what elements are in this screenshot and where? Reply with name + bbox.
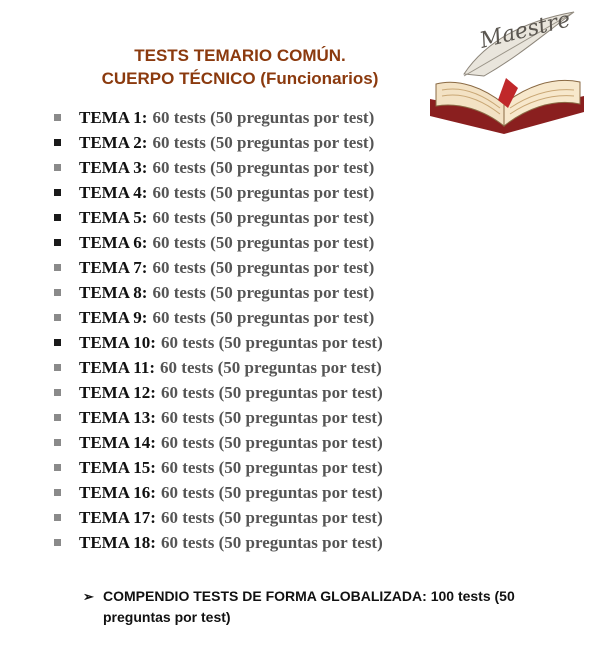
tema-label: TEMA 18: bbox=[79, 533, 156, 552]
tema-label: TEMA 4: bbox=[79, 183, 148, 202]
square-bullet-icon bbox=[54, 289, 61, 296]
tema-desc: 60 tests (50 preguntas por test) bbox=[152, 258, 375, 277]
tema-label: TEMA 11: bbox=[79, 358, 156, 377]
tema-desc: 60 tests (50 preguntas por test) bbox=[152, 183, 375, 202]
list-item bbox=[54, 480, 383, 505]
list-item bbox=[54, 155, 383, 180]
tema-desc: 60 tests (50 preguntas por test) bbox=[160, 433, 383, 452]
tema-label: TEMA 16: bbox=[79, 483, 156, 502]
list-item bbox=[54, 380, 383, 405]
document-header bbox=[60, 44, 420, 90]
square-bullet-icon bbox=[54, 114, 61, 121]
tema-label: TEMA 12: bbox=[79, 383, 156, 402]
square-bullet-icon bbox=[54, 464, 61, 471]
list-item bbox=[54, 455, 383, 480]
tema-label: TEMA 8: bbox=[79, 283, 148, 302]
square-bullet-icon bbox=[54, 164, 61, 171]
tema-label: TEMA 6: bbox=[79, 233, 148, 252]
header-title-line1: TESTS TEMARIO COMÚN. bbox=[134, 46, 346, 65]
list-item bbox=[54, 530, 383, 555]
compendio-text: COMPENDIO TESTS DE FORMA GLOBALIZADA: 100 tests (50 preguntas por test) bbox=[103, 588, 515, 625]
square-bullet-icon bbox=[54, 139, 61, 146]
tema-label: TEMA 1: bbox=[79, 108, 148, 127]
tema-desc: 60 tests (50 preguntas por test) bbox=[160, 508, 383, 527]
open-book-quill-icon bbox=[424, 4, 592, 154]
header-title-line2: CUERPO TÉCNICO (Funcionarios) bbox=[101, 69, 379, 88]
tema-label: TEMA 10: bbox=[79, 333, 156, 352]
list-item bbox=[54, 280, 383, 305]
tema-desc: 60 tests (50 preguntas por test) bbox=[160, 358, 382, 377]
list-item bbox=[54, 205, 383, 230]
tema-desc: 60 tests (50 preguntas por test) bbox=[160, 483, 383, 502]
tema-desc: 60 tests (50 preguntas por test) bbox=[160, 408, 383, 427]
square-bullet-icon bbox=[54, 189, 61, 196]
square-bullet-icon bbox=[54, 489, 61, 496]
square-bullet-icon bbox=[54, 439, 61, 446]
temas-list bbox=[54, 105, 383, 555]
tema-desc: 60 tests (50 preguntas por test) bbox=[152, 158, 375, 177]
square-bullet-icon bbox=[54, 389, 61, 396]
list-item bbox=[54, 255, 383, 280]
tema-desc: 60 tests (50 preguntas por test) bbox=[152, 233, 375, 252]
list-item bbox=[54, 355, 383, 380]
square-bullet-icon bbox=[54, 339, 61, 346]
square-bullet-icon bbox=[54, 414, 61, 421]
list-item bbox=[54, 230, 383, 255]
tema-desc: 60 tests (50 preguntas por test) bbox=[160, 383, 383, 402]
compendio-item bbox=[83, 586, 553, 628]
tema-label: TEMA 5: bbox=[79, 208, 148, 227]
list-item bbox=[54, 180, 383, 205]
list-item bbox=[54, 130, 383, 155]
square-bullet-icon bbox=[54, 314, 61, 321]
list-item bbox=[54, 430, 383, 455]
tema-desc: 60 tests (50 preguntas por test) bbox=[160, 533, 383, 552]
list-item bbox=[54, 305, 383, 330]
square-bullet-icon bbox=[54, 239, 61, 246]
tema-desc: 60 tests (50 preguntas por test) bbox=[152, 108, 375, 127]
logo-text: Maestre bbox=[477, 7, 574, 54]
tema-desc: 60 tests (50 preguntas por test) bbox=[152, 308, 375, 327]
list-item bbox=[54, 405, 383, 430]
square-bullet-icon bbox=[54, 539, 61, 546]
tema-label: TEMA 13: bbox=[79, 408, 156, 427]
square-bullet-icon bbox=[54, 514, 61, 521]
tema-desc: 60 tests (50 preguntas por test) bbox=[152, 133, 375, 152]
square-bullet-icon bbox=[54, 214, 61, 221]
tema-label: TEMA 14: bbox=[79, 433, 156, 452]
tema-desc: 60 tests (50 preguntas por test) bbox=[152, 283, 375, 302]
tema-label: TEMA 3: bbox=[79, 158, 148, 177]
square-bullet-icon bbox=[54, 264, 61, 271]
tema-label: TEMA 15: bbox=[79, 458, 156, 477]
list-item bbox=[54, 105, 383, 130]
square-bullet-icon bbox=[54, 364, 61, 371]
arrow-bullet-icon: ➢ bbox=[83, 589, 94, 604]
tema-label: TEMA 17: bbox=[79, 508, 156, 527]
tema-label: TEMA 7: bbox=[79, 258, 148, 277]
tema-desc: 60 tests (50 preguntas por test) bbox=[152, 208, 375, 227]
list-item bbox=[54, 330, 383, 355]
list-item bbox=[54, 505, 383, 530]
tema-desc: 60 tests (50 preguntas por test) bbox=[160, 458, 383, 477]
tema-desc: 60 tests (50 preguntas por test) bbox=[160, 333, 383, 352]
tema-label: TEMA 9: bbox=[79, 308, 148, 327]
tema-label: TEMA 2: bbox=[79, 133, 148, 152]
